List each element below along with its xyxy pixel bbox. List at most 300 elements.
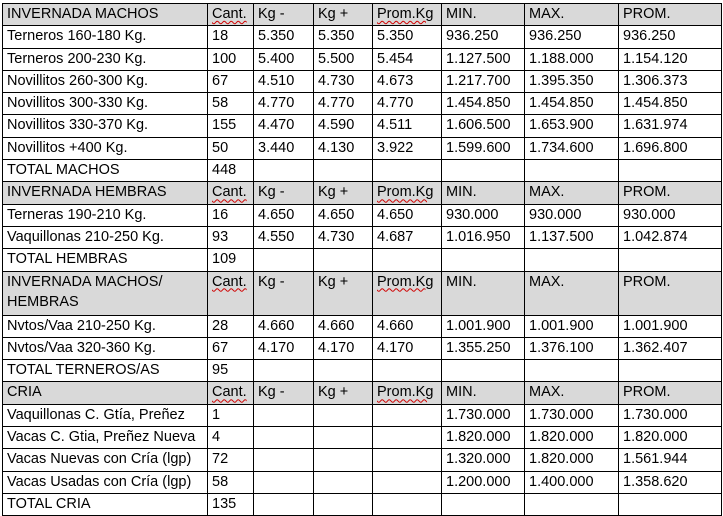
kg-min-cell-text: 4.470: [258, 117, 295, 134]
kg-max-cell: [314, 93, 373, 115]
header-max: [525, 182, 619, 204]
prom-price-cell: [619, 137, 722, 159]
kg-min-cell: [254, 471, 314, 493]
kg-max-cell: [314, 115, 373, 137]
category-cell: [3, 427, 208, 449]
empty-cell: [373, 360, 442, 382]
section-title: [3, 182, 208, 204]
empty-cell: [373, 493, 442, 515]
total-label: [3, 360, 208, 382]
header-max-text: MAX.: [529, 273, 565, 290]
prom-kg-cell-text: 4.511: [377, 117, 413, 134]
total-row: [3, 249, 722, 271]
cant-cell: [208, 315, 254, 337]
table-row: [3, 115, 722, 137]
max-price-cell: [525, 137, 619, 159]
prom-kg-cell: [373, 449, 442, 471]
category-cell-text: Vacas Nuevas con Cría (lgp): [7, 451, 192, 468]
total-value: [208, 493, 254, 515]
header-min-text: MIN.: [446, 273, 477, 290]
header-kg-max-text: Kg +: [318, 6, 349, 22]
min-price-cell: [442, 226, 525, 248]
prom-price-cell-text: 1.358.620: [623, 473, 688, 490]
prom-kg-cell: [373, 226, 442, 248]
cant-cell: [208, 427, 254, 449]
total-label: [3, 160, 208, 182]
category-cell: [3, 204, 208, 226]
prom-price-cell-text: 1.001.900: [623, 317, 688, 334]
header-prom-kg-text: Prom.Kg: [377, 273, 434, 290]
kg-max-cell-text: 4.730: [318, 228, 355, 245]
total-value: [208, 160, 254, 182]
prom-kg-cell-text: 4.673: [377, 72, 414, 89]
prom-kg-cell: [373, 48, 442, 70]
header-kg-max: [314, 382, 373, 404]
prom-kg-cell-text: 4.660: [377, 317, 414, 334]
total-value-text: 95: [212, 362, 229, 379]
header-prom: [619, 271, 722, 315]
kg-min-cell-text: 4.650: [258, 206, 295, 223]
prom-kg-cell: [373, 315, 442, 337]
prom-price-cell-text: 1.306.373: [623, 72, 688, 89]
prom-price-cell-text: 1.561.944: [623, 451, 688, 468]
table-row: [3, 404, 722, 426]
header-min-text: MIN.: [446, 6, 477, 22]
cant-cell: [208, 449, 254, 471]
header-cant: [208, 4, 254, 26]
cant-cell-text: 18: [212, 28, 229, 45]
prom-price-cell: [619, 449, 722, 471]
prom-price-cell-text: 1.454.850: [623, 95, 688, 112]
total-label-text: TOTAL MACHOS: [7, 162, 120, 179]
min-price-cell: [442, 449, 525, 471]
table-row: [3, 337, 722, 359]
header-min: [442, 182, 525, 204]
header-cant: [208, 182, 254, 204]
total-label-text: TOTAL HEMBRAS: [7, 251, 128, 268]
empty-cell: [373, 249, 442, 271]
section-title-text: INVERNADA MACHOS/ HEMBRAS: [7, 273, 163, 310]
max-price-cell: [525, 204, 619, 226]
max-price-cell-text: 1.188.000: [529, 50, 594, 67]
max-price-cell: [525, 404, 619, 426]
total-label: [3, 493, 208, 515]
kg-min-cell: [254, 449, 314, 471]
empty-cell: [254, 249, 314, 271]
max-price-cell-text: 1.730.000: [529, 406, 594, 423]
cant-cell-text: 58: [212, 95, 229, 112]
header-min-text: MIN.: [446, 384, 477, 401]
header-prom-kg: [373, 382, 442, 404]
table-row: [3, 93, 722, 115]
table-row: [3, 427, 722, 449]
min-price-cell: [442, 471, 525, 493]
empty-cell: [619, 160, 722, 182]
kg-max-cell: [314, 427, 373, 449]
category-cell: [3, 48, 208, 70]
prom-price-cell: [619, 26, 722, 48]
min-price-cell: [442, 93, 525, 115]
prom-kg-cell-text: 5.350: [377, 28, 414, 45]
empty-cell: [442, 160, 525, 182]
category-cell-text: Novillitos +400 Kg.: [7, 139, 128, 156]
price-table-body: [3, 4, 722, 516]
min-price-cell-text: 1.320.000: [446, 451, 511, 468]
cant-cell-text: 72: [212, 451, 229, 468]
max-price-cell: [525, 26, 619, 48]
prom-price-cell: [619, 315, 722, 337]
empty-cell: [254, 493, 314, 515]
kg-max-cell-text: 4.770: [318, 95, 355, 112]
prom-kg-cell: [373, 404, 442, 426]
min-price-cell: [442, 427, 525, 449]
empty-cell: [525, 160, 619, 182]
section-header-row: [3, 271, 722, 315]
kg-min-cell-text: 4.660: [258, 317, 295, 334]
min-price-cell-text: 1.001.900: [446, 317, 511, 334]
total-row: [3, 493, 722, 515]
max-price-cell: [525, 471, 619, 493]
cant-cell-text: 100: [212, 50, 237, 67]
kg-max-cell: [314, 471, 373, 493]
category-cell: [3, 471, 208, 493]
category-cell-text: Vacas Usadas con Cría (lgp): [7, 473, 192, 490]
kg-min-cell: [254, 48, 314, 70]
min-price-cell-text: 936.250: [446, 28, 499, 45]
header-kg-min-text: Kg -: [258, 384, 285, 401]
header-cant: [208, 271, 254, 315]
prom-price-cell: [619, 204, 722, 226]
section-header-row: [3, 182, 722, 204]
cant-cell: [208, 70, 254, 92]
max-price-cell-text: 1.734.600: [529, 139, 594, 156]
prom-price-cell: [619, 427, 722, 449]
prom-price-cell: [619, 115, 722, 137]
header-cant: [208, 382, 254, 404]
section-header-row: [3, 382, 722, 404]
prom-price-cell-text: 930.000: [623, 206, 676, 223]
prom-price-cell-text: 1.362.407: [623, 339, 688, 356]
cant-cell: [208, 26, 254, 48]
total-value-text: 135: [212, 495, 237, 512]
prom-price-cell-text: 936.250: [623, 28, 676, 45]
kg-min-cell: [254, 204, 314, 226]
kg-min-cell-text: 5.350: [258, 28, 295, 45]
prom-price-cell: [619, 70, 722, 92]
max-price-cell-text: 1.376.100: [529, 339, 594, 356]
prom-kg-cell: [373, 337, 442, 359]
header-kg-min-text: Kg -: [258, 184, 285, 201]
category-cell-text: Vacas C. Gtia, Preñez Nueva: [7, 429, 196, 446]
category-cell-text: Novillitos 300-330 Kg.: [7, 95, 149, 112]
header-kg-max-text: Kg +: [318, 273, 349, 290]
max-price-cell-text: 1.395.350: [529, 72, 594, 89]
cant-cell: [208, 93, 254, 115]
empty-cell: [619, 249, 722, 271]
max-price-cell: [525, 70, 619, 92]
table-row: [3, 204, 722, 226]
kg-max-cell: [314, 226, 373, 248]
category-cell: [3, 315, 208, 337]
header-kg-min: [254, 382, 314, 404]
max-price-cell: [525, 226, 619, 248]
kg-min-cell: [254, 115, 314, 137]
kg-min-cell-text: 4.170: [258, 339, 295, 356]
min-price-cell-text: 1.730.000: [446, 406, 511, 423]
category-cell: [3, 115, 208, 137]
category-cell-text: Vaquillonas C. Gtía, Preñez: [7, 406, 185, 423]
total-value-text: 109: [212, 251, 237, 268]
max-price-cell: [525, 315, 619, 337]
category-cell-text: Terneros 160-180 Kg.: [7, 28, 147, 45]
prom-price-cell-text: 1.154.120: [623, 50, 688, 67]
cant-cell-text: 16: [212, 206, 229, 223]
prom-kg-cell-text: 3.922: [377, 139, 414, 156]
cant-cell: [208, 226, 254, 248]
table-row: [3, 137, 722, 159]
header-kg-max: [314, 271, 373, 315]
prom-price-cell-text: 1.820.000: [623, 429, 688, 446]
category-cell-text: Vaquillonas 210-250 Kg.: [7, 228, 164, 245]
empty-cell: [254, 360, 314, 382]
max-price-cell-text: 1.137.500: [529, 228, 594, 245]
kg-max-cell-text: 4.660: [318, 317, 355, 334]
min-price-cell-text: 1.016.950: [446, 228, 511, 245]
total-label-text: TOTAL TERNEROS/AS: [7, 362, 160, 379]
header-kg-max: [314, 182, 373, 204]
header-kg-min: [254, 271, 314, 315]
header-kg-min: [254, 182, 314, 204]
prom-kg-cell-text: 4.770: [377, 95, 414, 112]
kg-min-cell: [254, 70, 314, 92]
header-prom-kg-text: Prom.Kg: [377, 384, 434, 401]
kg-min-cell: [254, 93, 314, 115]
cant-cell: [208, 204, 254, 226]
total-row: [3, 160, 722, 182]
min-price-cell: [442, 315, 525, 337]
header-kg-max-text: Kg +: [318, 384, 349, 401]
header-cant-text: Cant.: [212, 184, 247, 201]
prom-kg-cell: [373, 427, 442, 449]
header-max-text: MAX.: [529, 384, 565, 401]
cant-cell: [208, 137, 254, 159]
kg-min-cell: [254, 137, 314, 159]
prom-price-cell-text: 1.631.974: [623, 117, 688, 134]
header-prom-kg: [373, 271, 442, 315]
section-header-row: [3, 4, 722, 26]
table-row: [3, 449, 722, 471]
kg-max-cell: [314, 26, 373, 48]
prom-kg-cell: [373, 115, 442, 137]
kg-max-cell: [314, 449, 373, 471]
header-cant-text: Cant.: [212, 384, 247, 401]
kg-max-cell-text: 4.170: [318, 339, 355, 356]
kg-min-cell-text: 4.550: [258, 228, 295, 245]
min-price-cell-text: 1.127.500: [446, 50, 511, 67]
category-cell: [3, 137, 208, 159]
min-price-cell-text: 1.355.250: [446, 339, 511, 356]
empty-cell: [442, 249, 525, 271]
total-value-text: 448: [212, 162, 237, 179]
header-prom: [619, 382, 722, 404]
prom-price-cell: [619, 93, 722, 115]
category-cell-text: Novillitos 330-370 Kg.: [7, 117, 149, 134]
prom-kg-cell: [373, 471, 442, 493]
header-prom-kg: [373, 4, 442, 26]
kg-min-cell-text: 4.510: [258, 72, 295, 89]
header-max: [525, 271, 619, 315]
section-title-text: INVERNADA HEMBRAS: [7, 184, 167, 201]
section-title: [3, 271, 208, 315]
max-price-cell: [525, 115, 619, 137]
kg-max-cell: [314, 48, 373, 70]
header-prom-text: PROM.: [623, 6, 671, 22]
prom-price-cell-text: 1.042.874: [623, 228, 688, 245]
max-price-cell-text: 1.001.900: [529, 317, 594, 334]
empty-cell: [525, 249, 619, 271]
cant-cell-text: 67: [212, 339, 229, 356]
min-price-cell: [442, 337, 525, 359]
prom-kg-cell-text: 4.650: [377, 206, 414, 223]
cant-cell-text: 50: [212, 139, 229, 156]
header-prom-text: PROM.: [623, 384, 671, 401]
header-min: [442, 382, 525, 404]
kg-min-cell: [254, 226, 314, 248]
kg-min-cell-text: 5.400: [258, 50, 295, 67]
header-max-text: MAX.: [529, 184, 565, 201]
table-row: [3, 471, 722, 493]
category-cell-text: Terneros 200-230 Kg.: [7, 50, 147, 67]
empty-cell: [619, 493, 722, 515]
category-cell: [3, 93, 208, 115]
header-kg-min-text: Kg -: [258, 6, 285, 22]
max-price-cell-text: 936.250: [529, 28, 582, 45]
section-title-text: INVERNADA MACHOS: [7, 6, 159, 22]
header-cant-text: Cant.: [212, 273, 247, 290]
min-price-cell: [442, 26, 525, 48]
cant-cell-text: 155: [212, 117, 237, 134]
prom-price-cell: [619, 404, 722, 426]
min-price-cell-text: 1.200.000: [446, 473, 511, 490]
empty-cell: [373, 160, 442, 182]
header-max: [525, 4, 619, 26]
max-price-cell: [525, 337, 619, 359]
max-price-cell-text: 1.653.900: [529, 117, 594, 134]
max-price-cell-text: 1.820.000: [529, 451, 594, 468]
max-price-cell: [525, 449, 619, 471]
prom-kg-cell-text: 4.687: [377, 228, 414, 245]
empty-cell: [314, 249, 373, 271]
total-value: [208, 360, 254, 382]
header-min: [442, 4, 525, 26]
prom-kg-cell: [373, 70, 442, 92]
prom-kg-cell: [373, 204, 442, 226]
header-kg-max: [314, 4, 373, 26]
cant-cell-text: 4: [212, 429, 221, 446]
category-cell: [3, 226, 208, 248]
header-prom-kg-text: Prom.Kg: [377, 6, 434, 22]
empty-cell: [619, 360, 722, 382]
header-max-text: MAX.: [529, 6, 565, 22]
table-row: [3, 226, 722, 248]
header-kg-max-text: Kg +: [318, 184, 349, 201]
cant-cell-text: 67: [212, 72, 229, 89]
kg-min-cell-text: 3.440: [258, 139, 295, 156]
kg-max-cell-text: 4.590: [318, 117, 355, 134]
cant-cell: [208, 337, 254, 359]
max-price-cell: [525, 48, 619, 70]
category-cell-text: Novillitos 260-300 Kg.: [7, 72, 149, 89]
total-label-text: TOTAL CRIA: [7, 495, 91, 512]
price-table: [2, 3, 722, 516]
cant-cell: [208, 471, 254, 493]
section-title: [3, 382, 208, 404]
prom-kg-cell: [373, 26, 442, 48]
table-row: [3, 70, 722, 92]
kg-min-cell: [254, 427, 314, 449]
max-price-cell-text: 1.400.000: [529, 473, 594, 490]
category-cell: [3, 449, 208, 471]
empty-cell: [442, 360, 525, 382]
min-price-cell-text: 1.599.600: [446, 139, 511, 156]
total-label: [3, 249, 208, 271]
max-price-cell: [525, 427, 619, 449]
empty-cell: [254, 160, 314, 182]
cant-cell-text: 28: [212, 317, 229, 334]
min-price-cell: [442, 115, 525, 137]
prom-kg-cell-text: 4.170: [377, 339, 414, 356]
kg-min-cell: [254, 315, 314, 337]
kg-max-cell: [314, 404, 373, 426]
max-price-cell-text: 1.820.000: [529, 429, 594, 446]
empty-cell: [314, 160, 373, 182]
prom-kg-cell-text: 5.454: [377, 50, 414, 67]
min-price-cell-text: 1.606.500: [446, 117, 511, 134]
header-max: [525, 382, 619, 404]
total-row: [3, 360, 722, 382]
cant-cell-text: 58: [212, 473, 229, 490]
header-cant-text: Cant.: [212, 6, 247, 22]
category-cell-text: Nvtos/Vaa 320-360 Kg.: [7, 339, 156, 356]
table-row: [3, 48, 722, 70]
empty-cell: [525, 493, 619, 515]
max-price-cell-text: 1.454.850: [529, 95, 594, 112]
kg-min-cell-text: 4.770: [258, 95, 295, 112]
kg-max-cell: [314, 204, 373, 226]
header-prom: [619, 182, 722, 204]
category-cell: [3, 404, 208, 426]
prom-price-cell-text: 1.730.000: [623, 406, 688, 423]
header-prom-text: PROM.: [623, 273, 671, 290]
prom-kg-cell: [373, 93, 442, 115]
table-row: [3, 26, 722, 48]
prom-price-cell: [619, 226, 722, 248]
prom-kg-cell: [373, 137, 442, 159]
header-prom-kg: [373, 182, 442, 204]
category-cell-text: Terneras 190-210 Kg.: [7, 206, 147, 223]
prom-price-cell-text: 1.696.800: [623, 139, 688, 156]
prom-price-cell: [619, 471, 722, 493]
kg-min-cell: [254, 404, 314, 426]
category-cell-text: Nvtos/Vaa 210-250 Kg.: [7, 317, 156, 334]
kg-max-cell-text: 5.500: [318, 50, 355, 67]
kg-max-cell: [314, 315, 373, 337]
prom-price-cell: [619, 337, 722, 359]
category-cell: [3, 26, 208, 48]
header-min-text: MIN.: [446, 184, 477, 201]
min-price-cell: [442, 48, 525, 70]
min-price-cell: [442, 137, 525, 159]
